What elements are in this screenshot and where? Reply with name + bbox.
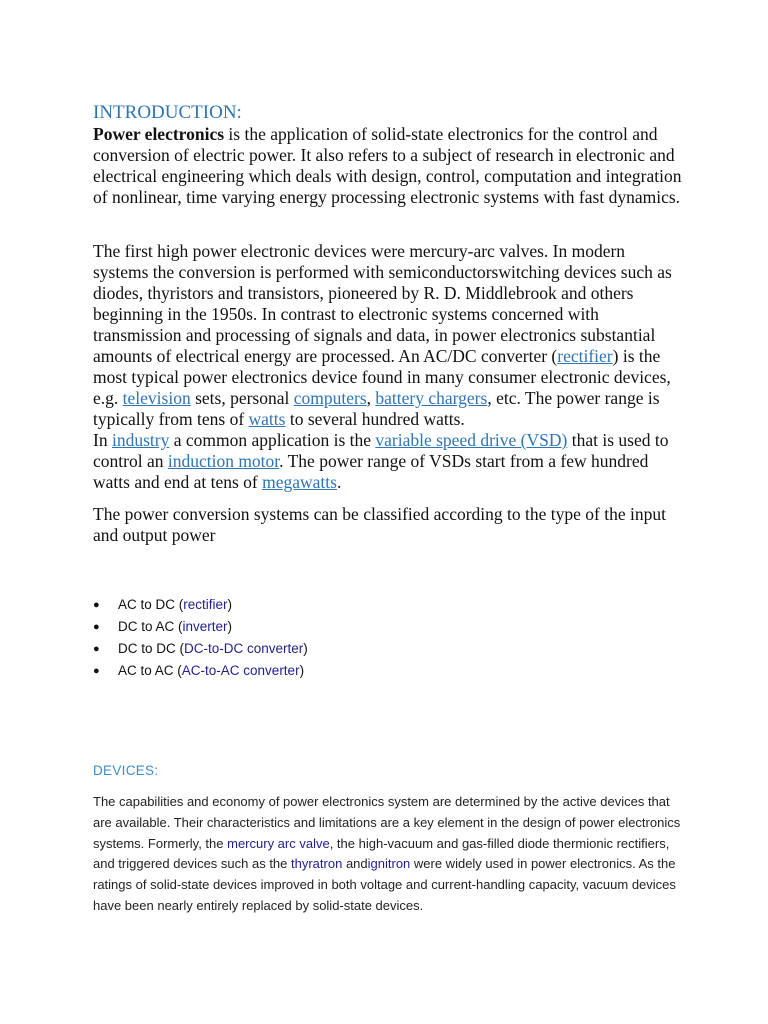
intro-paragraph-2 <box>93 241 683 493</box>
p2-text-3: sets, personal <box>190 388 294 408</box>
p2-text-6: to several hundred watts. <box>285 409 465 429</box>
conversion-types-list <box>93 594 308 682</box>
list-item-text: DC to AC ( <box>118 619 183 634</box>
computers-link[interactable]: computers <box>293 388 367 408</box>
p3-text-5: . <box>336 472 342 492</box>
p2-text-2: ) is the most typical power electronics device found in many consumer electronic devices, e.g. <box>93 346 671 408</box>
power-electronics-term: Power electronics <box>93 124 225 144</box>
list-item-text: ) <box>303 641 308 656</box>
devices-text-4: were widely used in power electronics. As the ratings of solid-state devices improved in both voltage and current-handling capacity, vacuum devices have been nearly entirely replaced by solid-state devices. <box>93 856 676 913</box>
megawatts-link[interactable]: megawatts <box>262 472 337 492</box>
list-item-text: AC to DC ( <box>118 597 184 612</box>
list-item-text: ) <box>299 663 305 678</box>
list-item-text: ) <box>227 619 233 634</box>
devices-text-3: and <box>342 856 368 872</box>
p2-text-1: The first high power electronic devices were mercury-arc valves. In modern systems the conversion is performed with semiconductorswitching devices such as diodes, thyristors and transistors, pioneered by R. D. Middlebrook and others beginning in the 1950s. In contrast to electronic systems concerned with transmission and processing of signals and data, in power electronics substantial amounts of electrical energy are processed. An AC/DC converter ( <box>93 241 672 366</box>
bullet-icon: ● <box>93 599 100 611</box>
induction-motor-link[interactable]: induction motor <box>167 451 280 471</box>
dc-to-dc-converter-link[interactable]: DC-to-DC converter <box>184 641 304 656</box>
devices-paragraph <box>93 792 683 917</box>
p3-text-1: In <box>93 430 112 450</box>
rectifier-list-link[interactable]: rectifier <box>183 597 228 612</box>
list-item <box>93 616 308 638</box>
industry-link[interactable]: industry <box>111 430 170 450</box>
devices-text-1: The capabilities and economy of power electronics system are determined by the active devices that are available. Their characteristics and limitations are a key element in the design of power electronics systems. Formerly, the <box>93 794 681 851</box>
thyratron-link[interactable]: thyratron <box>291 856 343 872</box>
mercury-arc-valve-link[interactable]: mercury arc valve <box>227 835 330 851</box>
bullet-icon: ● <box>93 643 100 655</box>
p2-text-5: , etc. The power range is typically from tens of <box>93 388 660 429</box>
intro-paragraph-1-text: is the application of solid-state electronics for the control and conversion of electric power. It also refers to a subject of research in electronic and electrical engineering which deals with design, control, computation and integration of nonlinear, time varying energy processing electronic systems with fast dynamics. <box>93 124 682 207</box>
rectifier-link[interactable]: rectifier <box>557 346 613 366</box>
p3-text-4: . The power range of VSDs start from a few hundred watts and end at tens of <box>93 451 649 492</box>
devices-text-2: , the high-vacuum and gas-filled diode thermionic rectifiers, and triggered devices such as the <box>93 835 670 872</box>
battery-chargers-link[interactable]: battery chargers <box>375 388 488 408</box>
television-link[interactable]: television <box>122 388 191 408</box>
ignitron-link[interactable]: ignitron <box>367 856 411 872</box>
p2-text-4: , <box>366 388 376 408</box>
list-item-text: AC to AC ( <box>118 663 182 678</box>
list-item <box>93 638 308 660</box>
devices-heading: DEVICES: <box>93 763 159 778</box>
p3-text-2: a common application is the <box>169 430 376 450</box>
list-item-text: DC to DC ( <box>118 641 185 656</box>
list-item-text: ) <box>227 597 233 612</box>
inverter-list-link[interactable]: inverter <box>182 619 228 634</box>
intro-paragraph-1 <box>93 124 683 208</box>
introduction-heading: INTRODUCTION: <box>93 102 242 123</box>
watts-link[interactable]: watts <box>248 409 286 429</box>
intro-paragraph-4: The power conversion systems can be classified according to the type of the input and output power <box>93 504 666 545</box>
list-item <box>93 660 308 682</box>
bullet-icon: ● <box>93 665 100 677</box>
p3-text-3: that is used to control an <box>93 430 669 471</box>
bullet-icon: ● <box>93 621 100 633</box>
variable-speed-drive-link[interactable]: variable speed drive (VSD) <box>375 430 568 450</box>
ac-to-ac-converter-link[interactable]: AC-to-AC converter <box>181 663 300 678</box>
list-item <box>93 594 308 616</box>
